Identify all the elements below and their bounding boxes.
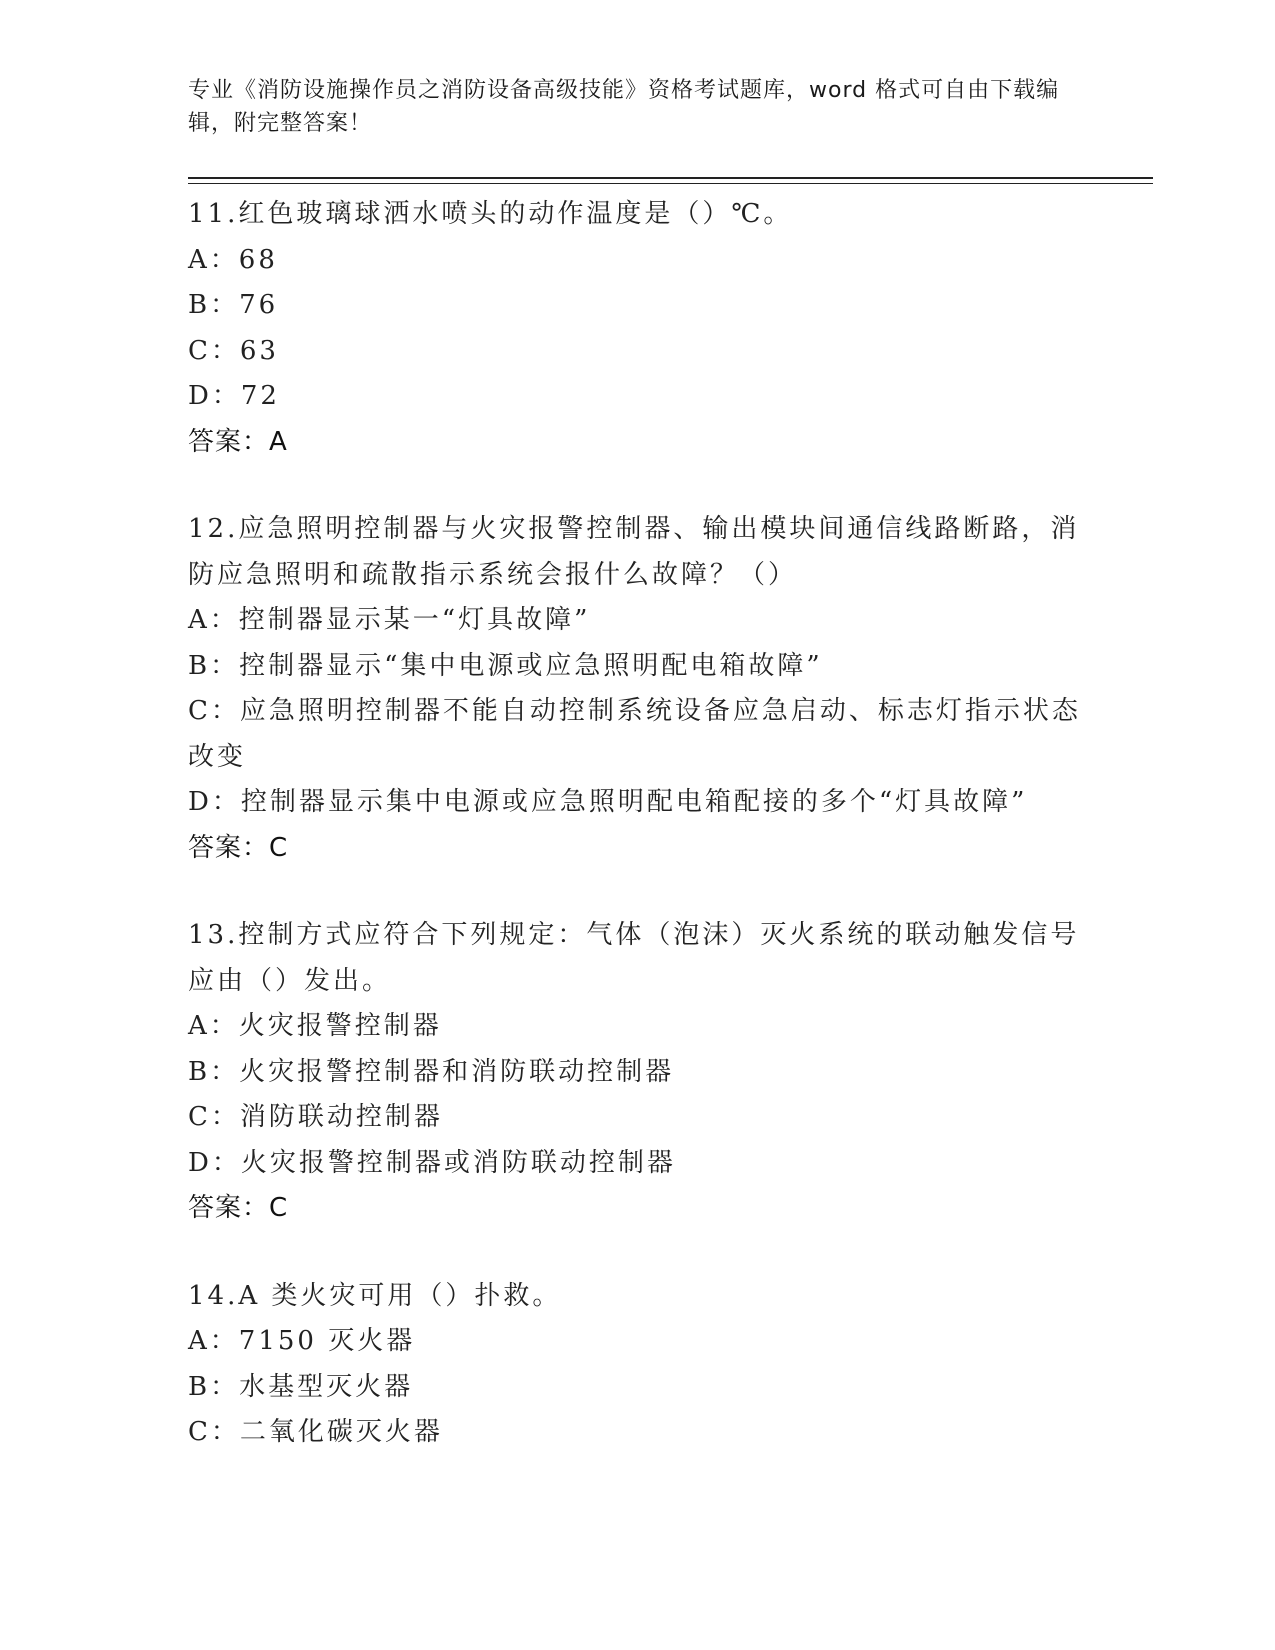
question-stem-continued: 防应急照明和疏散指示系统会报什么故障？（） bbox=[188, 559, 798, 590]
option-a: A：7150 灭火器 bbox=[188, 1326, 416, 1356]
question-list bbox=[188, 192, 1088, 1498]
question-stem: 14.A 类火灾可用（）扑救。 bbox=[188, 1280, 562, 1311]
option-a: A：火灾报警控制器 bbox=[188, 1011, 442, 1041]
option-b: B：76 bbox=[188, 290, 279, 320]
option-a: A：控制器显示某一“灯具故障” bbox=[188, 605, 591, 635]
header-rule-thin bbox=[188, 183, 1153, 184]
option-b: B：火灾报警控制器和消防联动控制器 bbox=[188, 1056, 675, 1087]
option-d: D：控制器显示集中电源或应急照明配电箱配接的多个“灯具故障” bbox=[188, 787, 1028, 817]
option-d: D：火灾报警控制器或消防联动控制器 bbox=[188, 1147, 676, 1178]
option-d: D：72 bbox=[188, 381, 280, 411]
header-rule-thick bbox=[188, 177, 1153, 179]
question-14 bbox=[188, 1274, 1088, 1456]
question-stem: 12.应急照明控制器与火灾报警控制器、输出模块间通信线路断路，消 bbox=[188, 514, 1080, 544]
question-stem: 11.红色玻璃球洒水喷头的动作温度是（）℃。 bbox=[188, 199, 793, 229]
option-c-continued: 改变 bbox=[188, 741, 247, 772]
option-c: C：应急照明控制器不能自动控制系统设备应急启动、标志灯指示状态 bbox=[188, 696, 1081, 726]
option-c: C：二氧化碳灭火器 bbox=[188, 1417, 443, 1447]
question-11 bbox=[188, 192, 1088, 465]
answer-line: 答案：A bbox=[188, 426, 288, 457]
question-stem: 13.控制方式应符合下列规定：气体（泡沫）灭火系统的联动触发信号 bbox=[188, 920, 1080, 950]
document-header: 专业《消防设施操作员之消防设备高级技能》资格考试题库，word 格式可自由下载编辑，附完整答案！ bbox=[188, 78, 1060, 136]
question-stem-continued: 应由（）发出。 bbox=[188, 965, 392, 996]
option-c: C：消防联动控制器 bbox=[188, 1102, 443, 1132]
option-b: B：控制器显示“集中电源或应急照明配电箱故障” bbox=[188, 650, 823, 681]
question-12 bbox=[188, 507, 1088, 871]
answer-line: 答案：C bbox=[188, 1193, 289, 1223]
option-a: A：68 bbox=[188, 244, 278, 275]
option-b: B：水基型灭火器 bbox=[188, 1371, 414, 1402]
option-c: C：63 bbox=[188, 335, 279, 366]
question-13 bbox=[188, 913, 1088, 1232]
answer-line: 答案：C bbox=[188, 832, 289, 863]
